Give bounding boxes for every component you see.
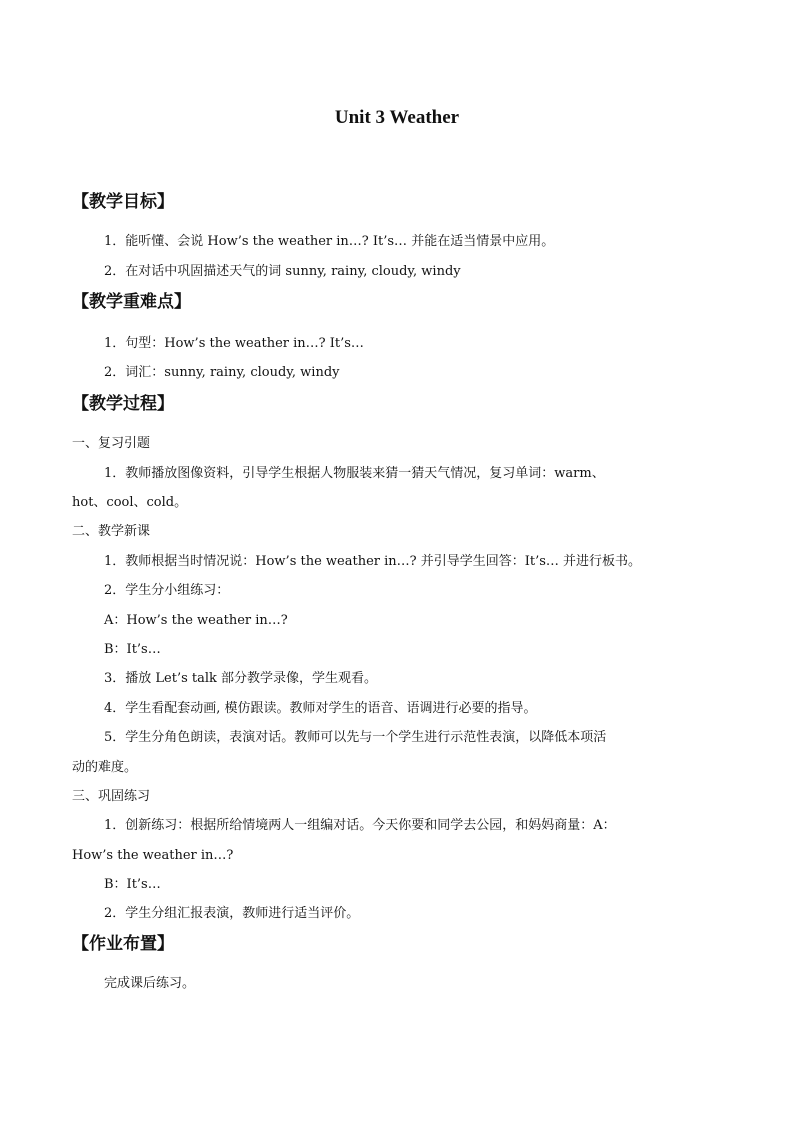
process-part2-title: 二、教学新课 — [72, 524, 151, 539]
heading-process: 【教学过程】 — [72, 394, 174, 414]
objective-item-1: 1．能听懂、会说 How’s the weather in…? It’s… 并能在适当情景中应用。 — [104, 234, 555, 249]
process-part2-line-5: 3．播放 Let’s talk 部分教学录像，学生观看。 — [104, 671, 378, 686]
homework-text: 完成课后练习。 — [104, 976, 196, 991]
process-part3-line-2: How’s the weather in…? — [72, 848, 234, 863]
process-part2-line-7: 5．学生分角色朗读，表演对话。教师可以先与一个学生进行示范性表演，以降低本项活 — [104, 730, 607, 745]
process-part2-line-8: 动的难度。 — [72, 760, 138, 775]
objective-item-2: 2．在对话中巩固描述天气的词 sunny, rainy, cloudy, windy — [104, 264, 461, 279]
key-point-item-1: 1．句型：How’s the weather in…? It’s… — [104, 336, 364, 351]
process-part3-line-1: 1．创新练习：根据所给情境两人一组编对话。今天你要和同学去公园，和妈妈商量：A： — [104, 818, 616, 833]
process-part2-line-6: 4．学生看配套动画, 模仿跟读。教师对学生的语音、语调进行必要的指导。 — [104, 701, 537, 716]
process-part2-line-4: B：It’s… — [104, 642, 161, 657]
key-point-item-2: 2．词汇：sunny, rainy, cloudy, windy — [104, 365, 340, 380]
document-title: Unit 3 Weather — [334, 107, 460, 128]
heading-key-points: 【教学重难点】 — [72, 292, 191, 312]
process-part1-line-2: hot、cool、cold。 — [72, 495, 188, 510]
process-part1-line-1: 1．教师播放图像资料，引导学生根据人物服装来猜一猜天气情况，复习单词：warm、 — [104, 466, 605, 481]
heading-objectives: 【教学目标】 — [72, 192, 174, 212]
process-part2-line-1: 1．教师根据当时情况说：How’s the weather in…? 并引导学生回答：It’s… 并进行板书。 — [104, 554, 642, 569]
process-part2-line-3: A：How’s the weather in…? — [104, 613, 288, 628]
process-part3-line-4: 2．学生分组汇报表演，教师进行适当评价。 — [104, 906, 360, 921]
process-part2-line-2: 2．学生分小组练习： — [104, 583, 230, 598]
process-part1-title: 一、复习引题 — [72, 436, 151, 451]
heading-homework: 【作业布置】 — [72, 934, 174, 954]
process-part3-line-3: B：It’s… — [104, 877, 161, 892]
process-part3-title: 三、巩固练习 — [72, 789, 151, 804]
